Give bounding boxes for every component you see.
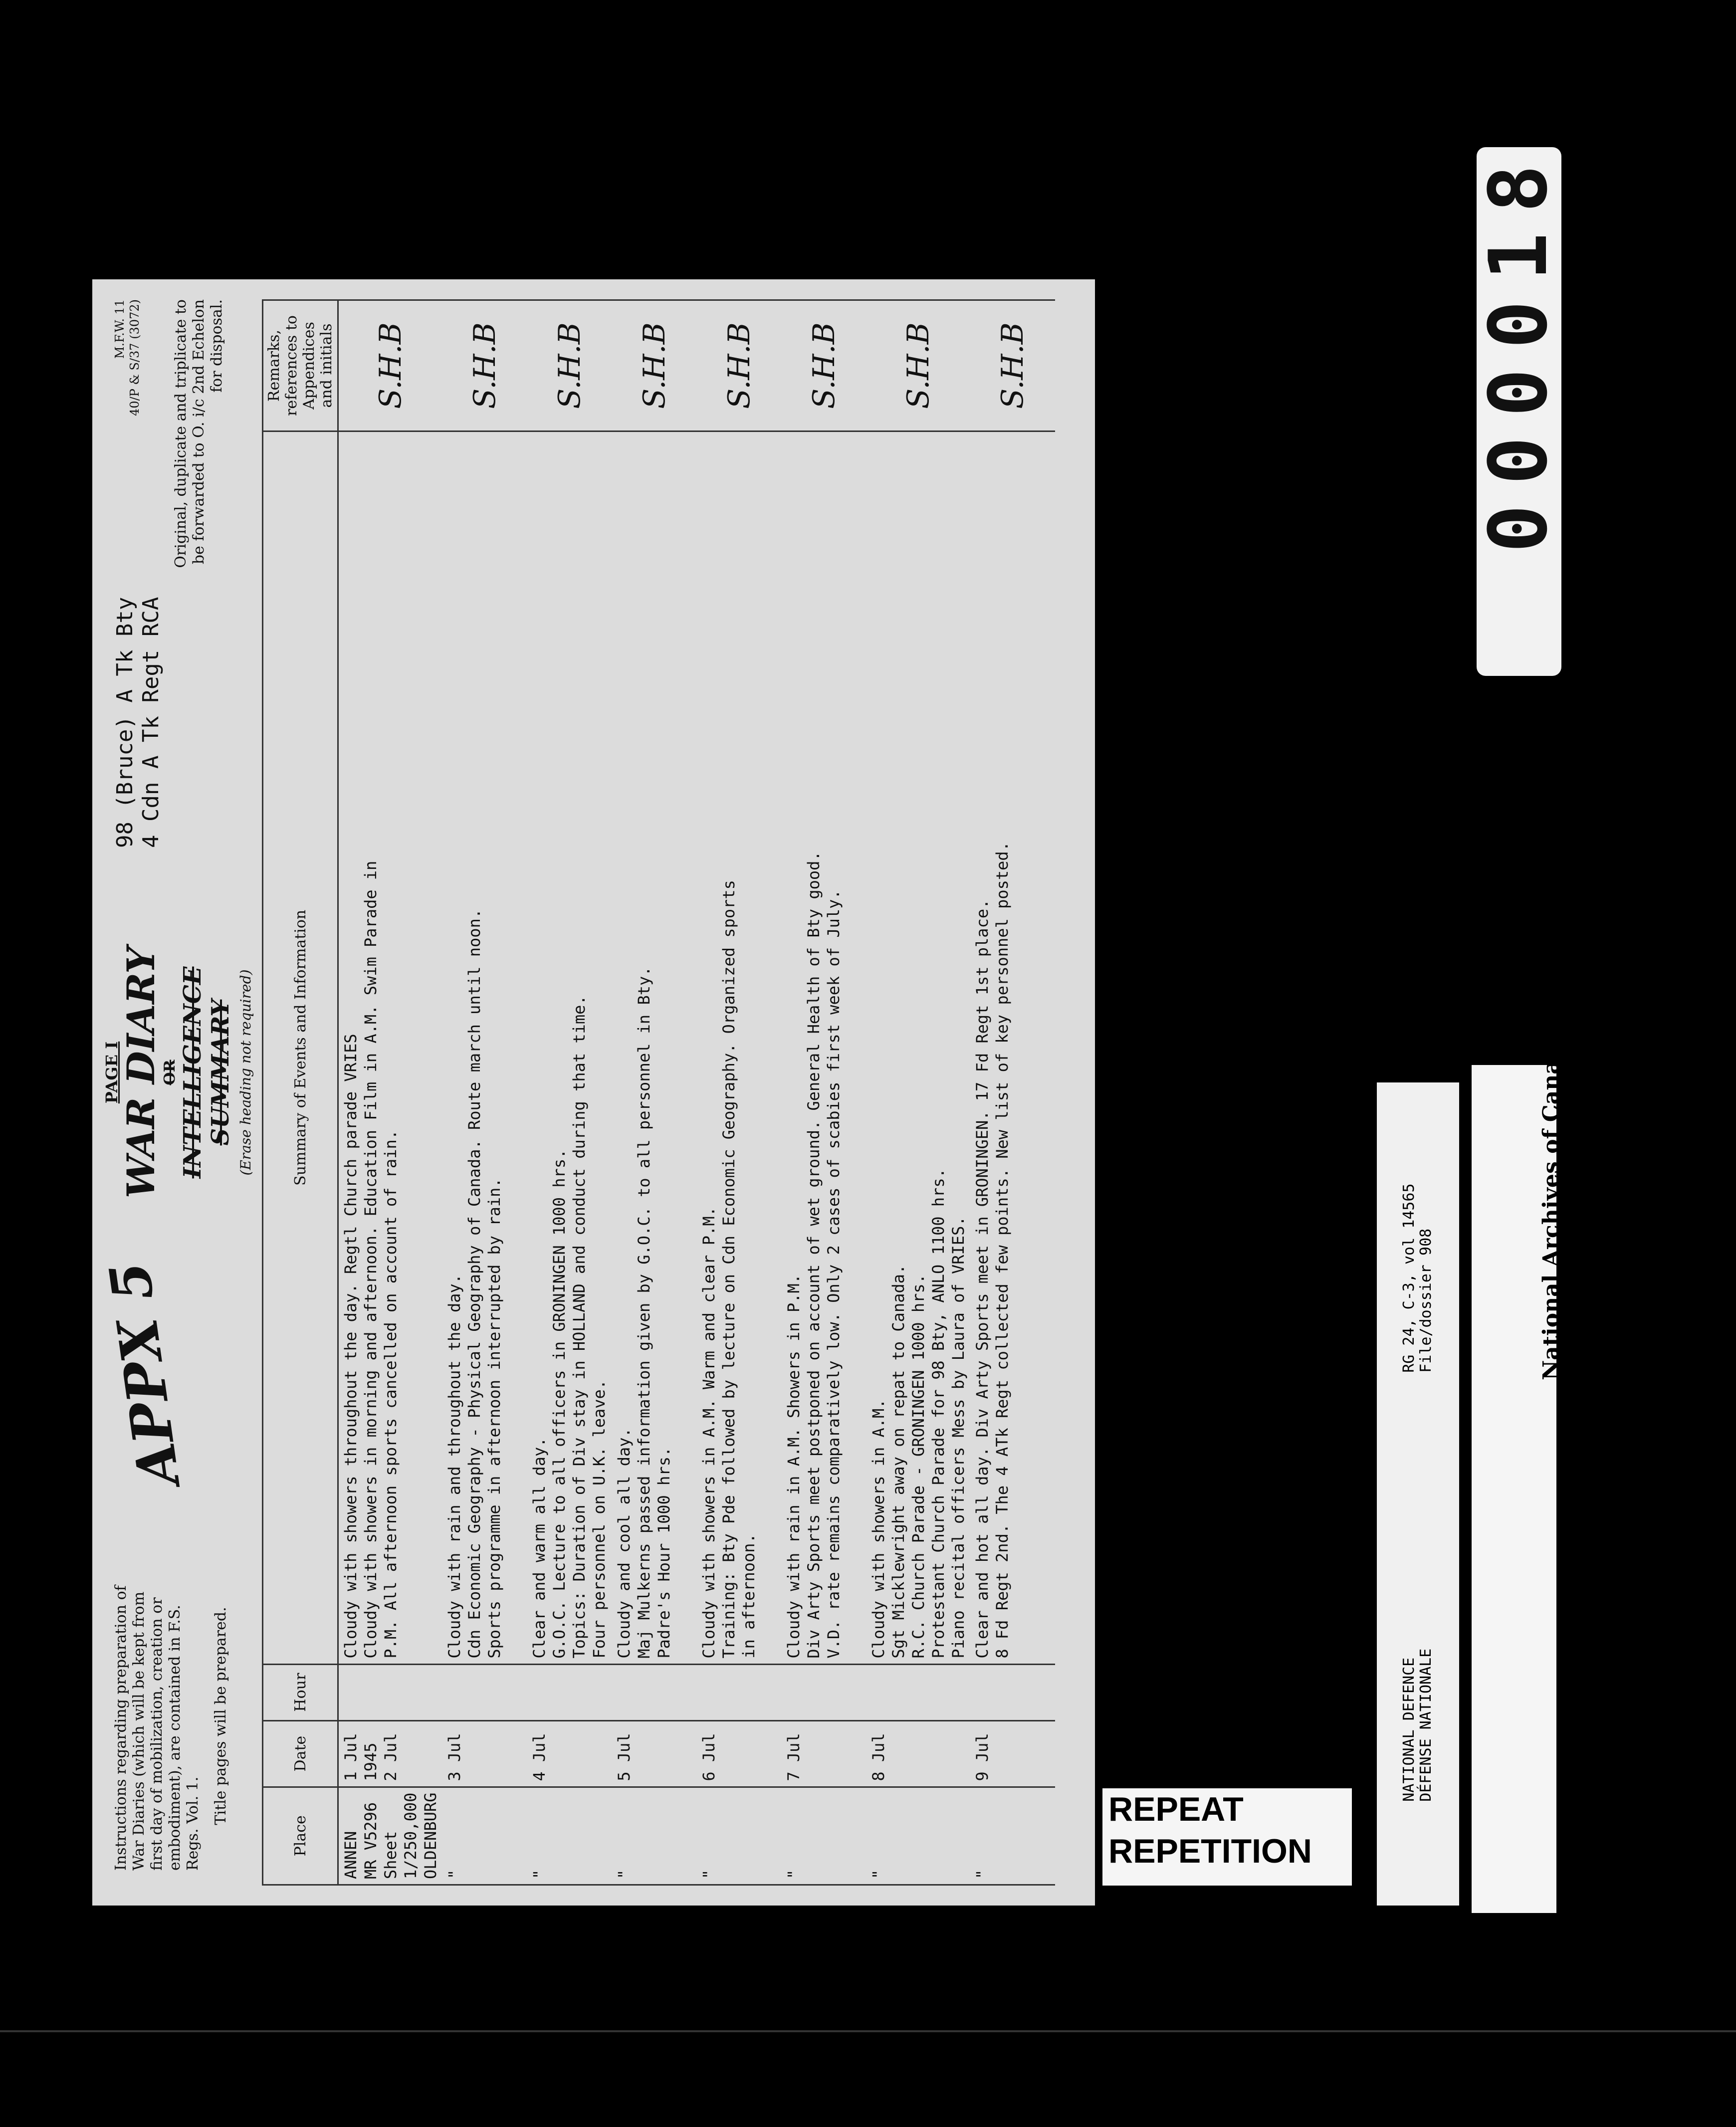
diary-cell-summary: Clear and warm all day. G.O.C. Lecture to all officers in GRONINGEN 1000 hrs. Topics: Duration of Div stay in HOLLAND and conduct during that time. Four personnel on U.K. leave. <box>527 431 612 1665</box>
diary-row <box>697 300 782 1885</box>
title-pages-note: Title pages will be prepared. <box>212 1607 229 1825</box>
frame-number: 000018 <box>1472 145 1565 553</box>
department-name: NATIONAL DEFENCE DÉFENSE NATIONALE <box>1400 1648 1435 1802</box>
diary-cell-date: 4 Jul <box>527 1720 612 1787</box>
reference-text <box>1384 1030 1452 1838</box>
archival-citation: RG 24, C-3, vol 14565 File/dossier 908 <box>1400 1183 1435 1373</box>
archives-text <box>1482 1001 1705 1380</box>
diary-table <box>262 299 1055 1886</box>
diary-row <box>970 300 1055 1885</box>
instructions-text: Instructions regarding preparation of War Diaries (which will be kept from first day of mobilization, creation or embodiment), are contained in F.S. Regs. Vol. 1. <box>112 1585 202 1871</box>
unit-line-2: 4 Cdn A Tk Regt RCA <box>138 597 164 848</box>
archives-name-fr: Archives nationales du Canada <box>1622 1001 1648 1380</box>
diary-cell-remarks: S.H.B <box>442 300 527 431</box>
unit-designation <box>112 597 164 848</box>
diary-cell-place: " <box>782 1787 867 1885</box>
diary-cell-remarks: S.H.B <box>612 300 697 431</box>
reference-strip <box>1377 1082 1459 1906</box>
diary-cell-remarks: S.H.B <box>867 300 970 431</box>
diary-cell-place: " <box>527 1787 612 1885</box>
diary-row <box>338 300 443 1885</box>
diary-header <box>102 898 254 1247</box>
diary-cell-date: 1 Jul 1945 2 Jul <box>338 1720 443 1787</box>
diary-cell-remarks: S.H.B <box>782 300 867 431</box>
instructions-block <box>112 1561 230 1871</box>
diary-cell-place: ANNEN MR V5296 Sheet 1/250,000 OLDENBURG <box>338 1787 443 1885</box>
diary-cell-summary: Clear and hot all day. Div Arty Sports meet in GRONINGEN. 17 Fd Regt 1st place. 8 Fd Regt 2nd. The 4 ATk Regt collected few points. New list of key personnel posted. <box>970 431 1055 1665</box>
diary-cell-date: 6 Jul <box>697 1720 782 1787</box>
diary-title: WAR DIARY <box>119 946 163 1199</box>
diary-cell-remarks: S.H.B <box>970 300 1055 431</box>
diary-cell-hour <box>867 1664 970 1720</box>
distribution-note: Original, duplicate and triplicate to be forwarded to O. i/c 2nd Echelon for disposal. <box>172 299 225 568</box>
diary-cell-date: 8 Jul <box>867 1720 970 1787</box>
diary-cell-place: " <box>697 1787 782 1885</box>
repeat-label-en: REPEAT <box>1108 1790 1244 1828</box>
form-code: M.F.W. 11 40/P & S/37 (3072) <box>113 299 142 416</box>
repeat-stamp <box>1102 1788 1352 1886</box>
col-summary: Summary of Events and Information <box>263 431 338 1665</box>
diary-cell-hour <box>782 1664 867 1720</box>
diary-cell-hour <box>338 1664 443 1720</box>
col-date: Date <box>263 1720 338 1787</box>
diary-cell-summary: Cloudy with rain in A.M. Showers in P.M. Div Arty Sports meet postponed on account of wet ground. General Health of Bty good. V.D. rate remains comparatively low. Only 2 cases of scabies first week of July. <box>782 431 867 1665</box>
diary-cell-hour <box>697 1664 782 1720</box>
diary-cell-summary: Cloudy with showers throughout the day. Regtl Church parade VRIES Cloudy with showers in morning and afternoon. Education Film in A.M. Swim Parade in P.M. All afternoon sports cancelled on account of rain. <box>338 431 443 1665</box>
diary-cell-remarks: S.H.B <box>338 300 443 431</box>
diary-cell-summary: Cloudy with showers in A.M. Sgt Micklewright away on repat to Canada. R.C. Church Parade - GRONINGEN 1000 hrs. Protestant Church Parade for 98 Bty, ANLO 1100 hrs. Piano recital officers Mess by Laura of VRIES. <box>867 431 970 1665</box>
bottom-border-line <box>0 2030 1736 2032</box>
scanned-document-frame <box>92 279 1095 1906</box>
diary-cell-date: 5 Jul <box>612 1720 697 1787</box>
diary-cell-remarks: S.H.B <box>697 300 782 431</box>
diary-cell-summary: Cloudy with rain and throughout the day. Cdn Economic Geography - Physical Geography of Canada. Route march until noon. Sports programme in afternoon interrupted by rain. <box>442 431 527 1665</box>
diary-cell-hour <box>612 1664 697 1720</box>
unit-line-1: 98 (Bruce) A Tk Bty <box>112 597 138 848</box>
diary-cell-place: " <box>612 1787 697 1885</box>
war-diary-page <box>92 279 1095 1906</box>
repeat-label-fr: REPETITION <box>1108 1832 1312 1870</box>
or-label: OR <box>161 1060 179 1085</box>
diary-cell-summary: Cloudy and cool all day. Maj Mulkerns passed information given by G.O.C. to all personnel in Bty. Padre's Hour 1000 hrs. <box>612 431 697 1665</box>
diary-cell-remarks: S.H.B <box>527 300 612 431</box>
diary-cell-place: " <box>970 1787 1055 1885</box>
diary-row <box>867 300 970 1885</box>
erase-note: (Erase heading not required) <box>237 969 254 1176</box>
appendix-handwritten-label: APPX 5 <box>97 1258 192 1490</box>
diary-row <box>442 300 527 1885</box>
col-remarks: Remarks, references to Appendices and initials <box>263 300 338 431</box>
diary-cell-place: " <box>442 1787 527 1885</box>
diary-row <box>612 300 697 1885</box>
diary-cell-place: " <box>867 1787 970 1885</box>
struck-title: INTELLIGENCE SUMMARY <box>179 966 234 1179</box>
col-hour: Hour <box>263 1664 338 1720</box>
archives-name-en: National Archives of Canada <box>1538 1030 1564 1380</box>
diary-cell-date: 7 Jul <box>782 1720 867 1787</box>
diary-cell-date: 3 Jul <box>442 1720 527 1787</box>
page-label: PAGE I <box>102 1041 121 1104</box>
col-place: Place <box>263 1787 338 1885</box>
diary-cell-hour <box>527 1664 612 1720</box>
diary-cell-hour <box>970 1664 1055 1720</box>
diary-row <box>527 300 612 1885</box>
archives-strip <box>1472 1001 1648 1913</box>
frame-counter <box>1472 145 1565 676</box>
diary-cell-summary: Cloudy with showers in A.M. Warm and clear P.M. Training: Bty Pde followed by lecture on Cdn Economic Geography. Organized sports in afternoon. <box>697 431 782 1665</box>
diary-header-row <box>263 300 338 1885</box>
diary-cell-hour <box>442 1664 527 1720</box>
diary-cell-date: 9 Jul <box>970 1720 1055 1787</box>
diary-row <box>782 300 867 1885</box>
